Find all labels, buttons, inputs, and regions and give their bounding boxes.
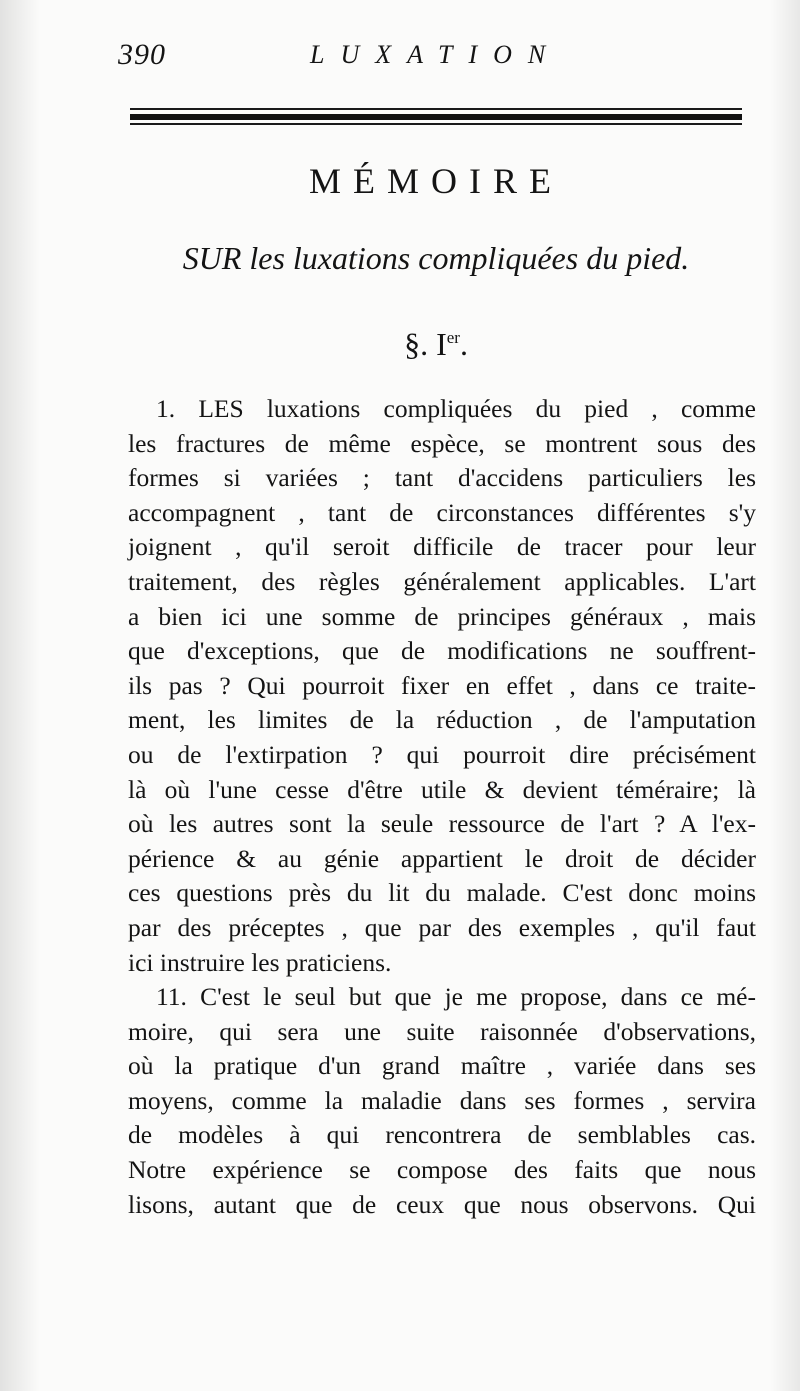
body-text <box>128 392 756 1222</box>
text-line: que d'exceptions, que de modifications ne souffrent- <box>128 636 756 666</box>
running-head <box>118 38 758 78</box>
header-rule-thin <box>130 108 742 110</box>
text-line: moire, qui sera une suite raisonnée d'observations, <box>128 1016 756 1046</box>
text-line: là où l'une cesse d'être utile & devient téméraire; là <box>128 774 756 804</box>
text-line: a bien ici une somme de principes généraux , mais <box>128 601 756 631</box>
text-line: les fractures de même espèce, se montrent sous des <box>128 428 756 458</box>
header-rule <box>130 108 742 129</box>
text-line: où la pratique d'un grand maître , variée dans ses <box>128 1051 756 1081</box>
memoir-subtitle: SUR les luxations compliquées du pied. <box>182 240 690 276</box>
text-line: ici instruire les praticiens. <box>128 947 392 977</box>
text-line: accompagnent , tant de circonstances différentes s'y <box>128 497 756 527</box>
text-line: ment, les limites de la réduction , de l'amputation <box>128 705 756 735</box>
text-line: Notre expérience se compose des faits que nous <box>128 1155 756 1185</box>
text-line: traitement, des règles généralement applicables. L'art <box>128 566 756 596</box>
text-line: 1. LES luxations compliquées du pied , comme <box>156 394 756 423</box>
text-line: ou de l'extirpation ? qui pourroit dire précisément <box>128 739 756 769</box>
running-title: LUXATION <box>310 40 562 69</box>
section-period: . <box>459 326 468 362</box>
text-line: ces questions près du lit du malade. C'est donc moins <box>128 878 756 908</box>
text-line: 11. C'est le seul but que je me propose, dans ce mé- <box>156 982 756 1012</box>
header-rule-thick <box>130 114 742 120</box>
section-superscript: er <box>446 328 460 347</box>
text-line: périence & au génie appartient le droit de décider <box>128 843 756 873</box>
text-line: de modèles à qui rencontrera de semblables cas. <box>128 1120 756 1150</box>
header-rule-thin-lower <box>130 123 742 125</box>
text-line: joignent , qu'il seroit difficile de tracer pour leur <box>128 532 756 562</box>
text-line: par des préceptes , que par des exemples , qu'il faut <box>128 912 756 942</box>
page-number: 390 <box>118 38 166 71</box>
text-line: où les autres sont la seule ressource de l'art ? A l'ex- <box>128 809 756 839</box>
section-label: §. I <box>404 326 447 362</box>
text-line: moyens, comme la maladie dans ses formes , servira <box>128 1085 756 1115</box>
section-heading <box>130 326 742 363</box>
text-line: formes si variées ; tant d'accidens particuliers les <box>128 463 756 493</box>
memoir-title: MÉMOIRE <box>309 161 563 201</box>
text-line: lisons, autant que de ceux que nous observons. Qui <box>128 1189 756 1219</box>
text-line: ils pas ? Qui pourroit fixer en effet , dans ce traite- <box>128 670 756 700</box>
